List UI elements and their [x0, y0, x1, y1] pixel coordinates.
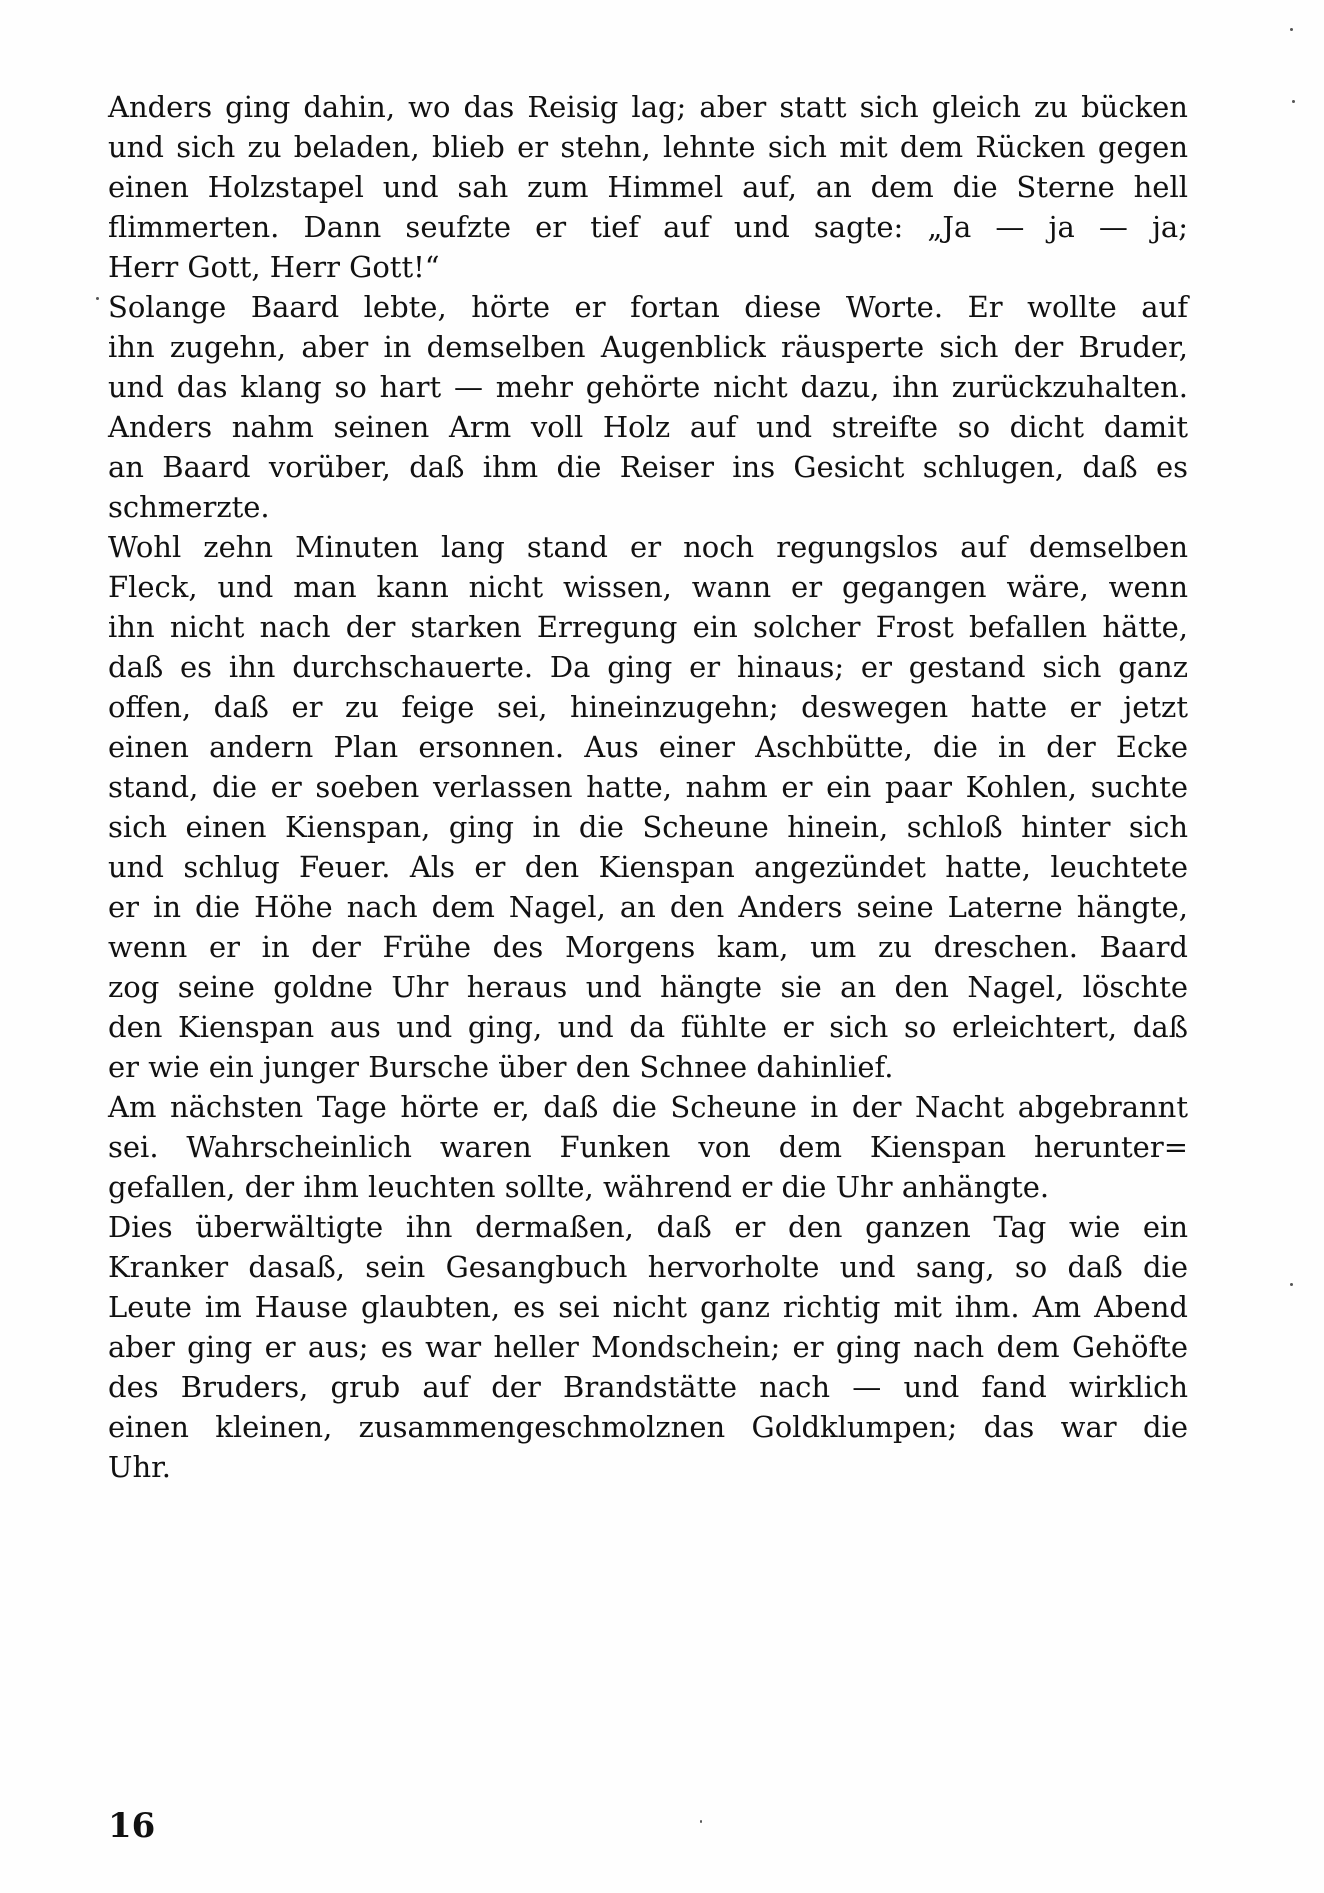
text-line: stand, die er soeben verlassen hatte, nahm er ein paar Kohlen, suchte	[108, 770, 1188, 804]
text-line: Solange Baard lebte, hörte er fortan diese Worte. Er wollte auf	[108, 290, 1188, 324]
text-line: wenn er in der Frühe des Morgens kam, um zu dreschen. Baard	[108, 930, 1188, 964]
paper-speck	[1290, 28, 1293, 31]
text-line: und schlug Feuer. Als er den Kienspan angezündet hatte, leuchtete	[108, 850, 1188, 884]
text-line: er in die Höhe nach dem Nagel, an den Anders seine Laterne hängte,	[108, 890, 1188, 924]
text-line: des Bruders, grub auf der Brandstätte nach — und fand wirklich	[108, 1370, 1188, 1404]
text-line: offen, daß er zu feige sei, hineinzugehn; deswegen hatte er jetzt	[108, 690, 1188, 724]
paper-speck	[1292, 100, 1295, 103]
text-line: den Kienspan aus und ging, und da fühlte er sich so erleichtert, daß	[108, 1010, 1188, 1044]
text-line: er wie ein junger Bursche über den Schnee dahinlief.	[108, 1050, 894, 1084]
text-line: Anders ging dahin, wo das Reisig lag; aber statt sich gleich zu bücken	[108, 90, 1188, 124]
text-line: ihn zugehn, aber in demselben Augenblick räusperte sich der Bruder,	[108, 330, 1188, 364]
text-line: gefallen, der ihm leuchten sollte, während er die Uhr anhängte.	[108, 1170, 1050, 1204]
paper-speck	[700, 1820, 702, 1823]
text-line: sei. Wahrscheinlich waren Funken von dem Kienspan herunter=	[108, 1130, 1188, 1164]
text-line: daß es ihn durchschauerte. Da ging er hinaus; er gestand sich ganz	[108, 650, 1188, 684]
paper-speck	[96, 297, 99, 300]
text-line: einen andern Plan ersonnen. Aus einer Aschbütte, die in der Ecke	[108, 730, 1188, 764]
text-line: an Baard vorüber, daß ihm die Reiser ins Gesicht schlugen, daß es	[108, 450, 1188, 484]
text-line: sich einen Kienspan, ging in die Scheune hinein, schloß hinter sich	[108, 810, 1188, 844]
text-line: Uhr.	[108, 1450, 172, 1484]
text-line: einen Holzstapel und sah zum Himmel auf, an dem die Sterne hell	[108, 170, 1188, 204]
text-line: Am nächsten Tage hörte er, daß die Scheune in der Nacht abgebrannt	[108, 1090, 1188, 1124]
text-line: einen kleinen, zusammengeschmolznen Goldklumpen; das war die	[108, 1410, 1188, 1444]
text-line: Anders nahm seinen Arm voll Holz auf und streifte so dicht damit	[108, 410, 1188, 444]
text-line: Fleck, und man kann nicht wissen, wann er gegangen wäre, wenn	[108, 570, 1188, 604]
text-line: Dies überwältigte ihn dermaßen, daß er den ganzen Tag wie ein	[108, 1210, 1188, 1244]
text-line: und sich zu beladen, blieb er stehn, lehnte sich mit dem Rücken gegen	[108, 130, 1188, 164]
text-line: flimmerten. Dann seufzte er tief auf und sagte: „Ja — ja — ja;	[108, 210, 1188, 244]
text-line: aber ging er aus; es war heller Mondschein; er ging nach dem Gehöfte	[108, 1330, 1188, 1364]
text-line: Kranker dasaß, sein Gesangbuch hervorholte und sang, so daß die	[108, 1250, 1188, 1284]
text-line: Wohl zehn Minuten lang stand er noch regungslos auf demselben	[108, 530, 1188, 564]
text-line: zog seine goldne Uhr heraus und hängte sie an den Nagel, löschte	[108, 970, 1188, 1004]
text-line: Leute im Hause glaubten, es sei nicht ganz richtig mit ihm. Am Abend	[108, 1290, 1188, 1324]
paper-speck	[1290, 1283, 1293, 1286]
page-number: 16	[108, 1806, 156, 1846]
text-line: Herr Gott, Herr Gott!“	[108, 250, 440, 284]
text-line: ihn nicht nach der starken Erregung ein solcher Frost befallen hätte,	[108, 610, 1188, 644]
text-line: schmerzte.	[108, 490, 270, 524]
text-line: und das klang so hart — mehr gehörte nicht dazu, ihn zurückzuhalten.	[108, 370, 1188, 404]
